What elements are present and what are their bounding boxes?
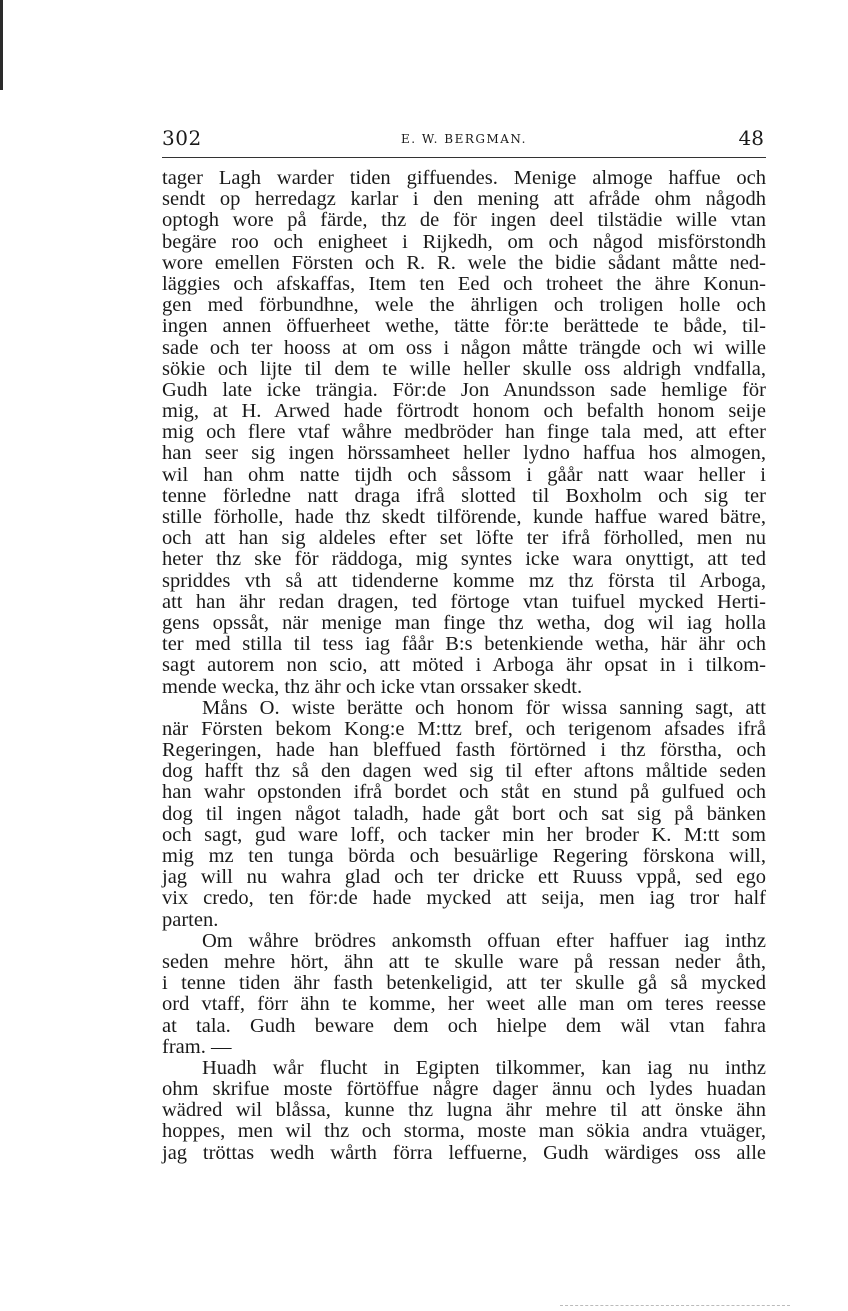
text-line: spriddes vth så att tidenderne komme mz thz första til Arboga, xyxy=(162,569,766,592)
paragraph-start-line: Om wåhre brödres ankomsth offuan efter haffuer iag inthz xyxy=(202,929,766,952)
text-line: gens opssåt, när menige man finge thz wetha, dog wil iag holla xyxy=(162,611,766,634)
text-line: tenne förledne natt draga ifrå slotted til Boxholm och sig ter xyxy=(162,484,766,507)
text-line: och sagt, gud ware loff, och tacker min her broder K. M:tt som xyxy=(162,823,766,846)
header-rule xyxy=(162,157,766,158)
body-text xyxy=(162,168,766,1164)
text-line: och att han sig aldeles efter set löfte ter ifrå förholled, men nu xyxy=(162,527,766,550)
text-line: tager Lagh warder tiden giffuendes. Menige almoge haffue och xyxy=(162,167,766,189)
text-line: wore emellen Försten och R. R. wele the bidie sådant måtte ned- xyxy=(162,251,766,274)
paragraph-start-line: Huadh wår flucht in Egipten tilkommer, kan iag nu inthz xyxy=(202,1056,766,1079)
text-line: Regeringen, hade han bleffued fasth förtörned i thz förstha, och xyxy=(162,739,766,762)
text-line: vix credo, ten för:de hade mycked att seija, men iag tror half xyxy=(162,887,766,910)
text-line: läggies och afskaffas, Item ten Eed och troheet the ähre Konun- xyxy=(162,272,766,295)
text-line: dog til ingen något taladh, hade gåt bort och sat sig på bänken xyxy=(162,802,766,825)
text-line: sagt autorem non scio, att möted i Arboga ähr opsat in i tilkom- xyxy=(162,654,766,677)
text-line: seden mehre hört, ähn att te skulle ware på ressan neder åth, xyxy=(162,950,766,973)
paragraph-start-line: Måns O. wiste berätte och honom för wissa sanning sagt, att xyxy=(202,696,766,719)
text-line: stille förholle, hade thz skedt tilförende, kunde haffue wared bätre, xyxy=(162,506,766,528)
document-number: 48 xyxy=(738,126,764,150)
page-number: 302 xyxy=(162,126,202,150)
footer-scan-mark xyxy=(560,1305,790,1306)
page-header xyxy=(162,126,766,156)
text-line: han seer sig ingen hörssamheet heller lydno haffua hos almogen, xyxy=(162,442,766,465)
text-line: wil han ohm natte tijdh och såssom i gåår natt waar heller i xyxy=(162,463,766,486)
page-edge-mark xyxy=(0,0,3,90)
text-line: jag tröttas wedh wårth förra leffuerne, Gudh wärdiges oss alle xyxy=(162,1141,766,1164)
text-line: fram. — xyxy=(162,1035,232,1058)
text-line: optogh wore på färde, thz de för ingen deel tilstädie wille vtan xyxy=(162,209,766,232)
running-head: E. W. BERGMAN. xyxy=(401,132,527,146)
text-line: ord vtaff, förr ähn te komme, her weet alle man om teres reesse xyxy=(162,993,766,1016)
text-line: ohm skrifue moste förtöffue någre dager ännu och lydes huadan xyxy=(162,1078,766,1101)
text-line: sendt op herredagz karlar i den mening att afråde ohm någodh xyxy=(162,188,766,211)
text-line: mig, at H. Arwed hade förtrodt honom och befalth honom seije xyxy=(162,400,766,423)
text-line: dog hafft thz så den dagen wed sig til efter aftons måltide seden xyxy=(162,760,766,783)
text-line: Gudh late icke trängia. För:de Jon Anundsson sade hemlige för xyxy=(162,378,766,401)
text-line: mig och flere vtaf wåhre medbröder han finge tala med, att efter xyxy=(162,421,766,444)
text-line: hoppes, men wil thz och storma, moste man sökia andra vtuäger, xyxy=(162,1120,766,1143)
text-line: ingen annen öffuerheet wethe, tätte för:te berättede te både, til- xyxy=(162,315,766,338)
text-line: ter med stilla til tess iag fåår B:s betenkiende wetha, här ähr och xyxy=(162,633,766,656)
text-line: heter thz ske för räddoga, mig syntes icke wara onyttigt, att ted xyxy=(162,548,766,571)
text-line: i tenne tiden ähr fasth betenkeligid, att ter skulle gå så mycked xyxy=(162,972,766,995)
text-line: at tala. Gudh beware dem och hielpe dem wäl vtan fahra xyxy=(162,1014,766,1037)
text-line: gen med förbundhne, wele the ährligen och troligen holle och xyxy=(162,294,766,317)
text-line: att han ähr redan dragen, ted förtoge vtan tuifuel mycked Herti- xyxy=(162,590,766,613)
text-line: mende wecka, thz ähr och icke vtan orssaker skedt. xyxy=(162,675,583,698)
text-line: mig mz ten tunga börda och besuärlige Regering förskona will, xyxy=(162,845,766,867)
text-line: sade och ter hooss at om oss i någon måtte trängde och wi wille xyxy=(162,336,766,359)
text-line: begäre roo och enigheet i Rijkedh, om och någod misförstondh xyxy=(162,230,766,253)
text-line: när Försten bekom Kong:e M:ttz bref, och terigenom afsades ifrå xyxy=(162,717,766,740)
text-line: jag will nu wahra glad och ter dricke ett Ruuss vppå, sed ego xyxy=(162,866,766,889)
text-line: parten. xyxy=(162,908,219,931)
text-line: wädred wil blåssa, kunne thz lugna ähr mehre til att önske ähn xyxy=(162,1099,766,1122)
text-line: han wahr opstonden ifrå bordet och ståt en stund på gulfued och xyxy=(162,781,766,804)
text-line: sökie och lijte til dem te wille heller skulle oss aldrigh vndfalla, xyxy=(162,357,766,380)
